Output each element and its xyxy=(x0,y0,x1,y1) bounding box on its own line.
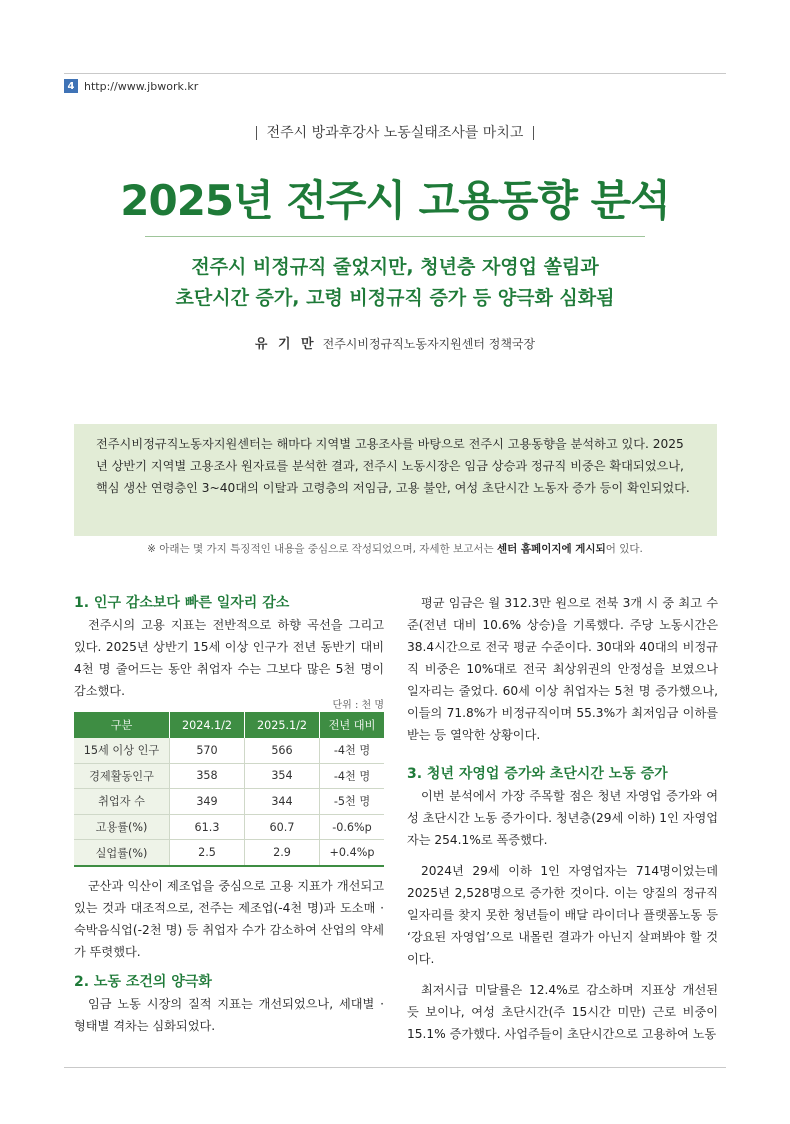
section-1-paragraph-2: 군산과 익산이 제조업을 중심으로 고용 지표가 개선되고 있는 것과 대조적으로, 전주는 제조업(-4천 명)과 도소매 · 숙박음식업(-2천 명) 등 취업자 수가 감소하여 산업의 약세가 뚜렷했다. xyxy=(74,879,384,959)
subtitle-line-2: 초단시간 증가, 고령 비정규직 증가 등 양극화 심화됨 xyxy=(175,287,615,309)
table-header-row xyxy=(74,712,384,738)
author-line xyxy=(0,333,790,352)
section-2-paragraph-2: 평균 임금은 월 312.3만 원으로 전북 3개 시 중 최고 수준(전년 대비 10.6% 상승)을 기록했다. 주당 노동시간은 38.4시간으로 전국 평균 수준이다. 30대와 40대의 비정규직 비중은 10%대로 전국 최상위권의 안정성을 보였으나 일자리는 줄었다. 60세 이상 취업자는 5천 명 증가했으나, 이들의 71.8%가 비정규직이며 55.3%가 최저임금 이하를 받는 등 열악한 상황이다. xyxy=(407,596,718,742)
table-cell: 고용률(%) xyxy=(74,814,170,840)
section-2-intro xyxy=(74,971,384,1037)
table-row xyxy=(74,814,384,840)
table-cell: -0.6%p xyxy=(320,814,385,840)
table-cell: 570 xyxy=(170,738,245,763)
table-header-cell: 2024.1/2 xyxy=(170,712,245,738)
employment-table xyxy=(74,712,384,867)
note-text-bold: 센터 홈페이지에 게시되 xyxy=(496,543,606,555)
section-3-heading: 3. 청년 자영업 증가와 초단시간 노동 증가 xyxy=(407,766,668,782)
note-text-before: ※ 아래는 몇 가지 특징적인 내용을 중심으로 작성되었으며, 자세한 보고서는 xyxy=(147,543,497,555)
section-2-paragraph-1: 임금 노동 시장의 질적 지표는 개선되었으나, 세대별 · 형태별 격차는 심화되었다. xyxy=(74,997,384,1033)
article-title: 2025년 전주시 고용동향 분석 xyxy=(120,176,670,225)
title-rule xyxy=(145,236,645,237)
table-cell: 354 xyxy=(245,763,320,789)
table-unit: 단위 : 천 명 xyxy=(332,700,384,711)
table-cell: 15세 이상 인구 xyxy=(74,738,170,763)
table-cell: -5천 명 xyxy=(320,789,385,815)
author-name: 유 기 만 xyxy=(254,337,317,352)
kicker-bar-right xyxy=(533,126,534,140)
table-cell: 취업자 수 xyxy=(74,789,170,815)
series-kicker xyxy=(0,122,790,142)
footer-rule xyxy=(64,1067,726,1068)
section-1-heading: 1. 인구 감소보다 빠른 일자리 감소 xyxy=(74,595,290,611)
table-row xyxy=(74,840,384,866)
section-1-outro xyxy=(74,875,384,963)
table-header-cell: 구분 xyxy=(74,712,170,738)
table-cell: 61.3 xyxy=(170,814,245,840)
section-3-paragraph-1: 이번 분석에서 가장 주목할 점은 청년 자영업 증가와 여성 초단시간 노동 증가이다. 청년층(29세 이하) 1인 자영업자는 254.1%로 폭증했다. xyxy=(407,789,718,847)
page-header xyxy=(64,79,198,93)
table-row xyxy=(74,789,384,815)
table-cell: 349 xyxy=(170,789,245,815)
header-rule xyxy=(64,73,726,74)
table-header-cell: 전년 대비 xyxy=(320,712,385,738)
table-header-cell: 2025.1/2 xyxy=(245,712,320,738)
site-url[interactable]: http://www.jbwork.kr xyxy=(84,79,199,93)
kicker-bar-left xyxy=(256,126,257,140)
table-cell: 344 xyxy=(245,789,320,815)
table-cell: -4천 명 xyxy=(320,738,385,763)
kicker-text: 전주시 방과후강사 노동실태조사를 마치고 xyxy=(266,125,524,141)
article-subtitle xyxy=(0,252,790,314)
section-2-heading: 2. 노동 조건의 양극화 xyxy=(74,974,212,990)
section-1-intro xyxy=(74,592,384,702)
section-3 xyxy=(407,763,718,1045)
section-2-continued xyxy=(407,592,718,746)
report-note xyxy=(0,541,790,556)
summary-box: 전주시비정규직노동자지원센터는 해마다 지역별 고용조사를 바탕으로 전주시 고용동향을 분석하고 있다. 2025년 상반기 지역별 고용조사 원자료를 분석한 결과, 전주시 노동시장은 임금 상승과 정규직 비중은 확대되었으나, 핵심 생산 연령층인 3~40대의 이탈과 고령층의 저임금, 고용 불안, 여성 초단시간 노동자 증가 등이 확인되었다. xyxy=(74,424,717,536)
table-cell: 경제활동인구 xyxy=(74,763,170,789)
table-cell: +0.4%p xyxy=(320,840,385,866)
table-cell: 566 xyxy=(245,738,320,763)
table-cell: 2.9 xyxy=(245,840,320,866)
table-row xyxy=(74,763,384,789)
table-cell: 358 xyxy=(170,763,245,789)
table-cell: 실업률(%) xyxy=(74,840,170,866)
author-affiliation: 전주시비정규직노동자지원센터 정책국장 xyxy=(322,337,536,351)
note-text-after: 어 있다. xyxy=(605,543,643,555)
table-cell: 2.5 xyxy=(170,840,245,866)
page-number: 4 xyxy=(64,79,78,93)
section-3-paragraph-3: 최저시급 미달률은 12.4%로 감소하며 지표상 개선된 듯 보이나, 여성 초단시간(주 15시간 미만) 근로 비중이 15.1% 증가했다. 사업주들이 초단시간으로 고용하여 노동 xyxy=(407,983,718,1041)
section-3-paragraph-2: 2024년 29세 이하 1인 자영업자는 714명이었는데 2025년 2,528명으로 증가한 것이다. 이는 양질의 정규직 일자리를 찾지 못한 청년들이 배달 라이더나 플랫폼노동 등 ‘강요된 자영업’으로 내몰린 결과가 아닌지 살펴봐야 할 것이다. xyxy=(407,864,718,966)
section-1-paragraph-1: 전주시의 고용 지표는 전반적으로 하향 곡선을 그리고 있다. 2025년 상반기 15세 이상 인구가 전년 동반기 대비 4천 명 줄어드는 동안 취업자 수는 그보다 많은 5천 명이 감소했다. xyxy=(74,618,384,698)
table-row xyxy=(74,738,384,763)
subtitle-line-1: 전주시 비정규직 줄었지만, 청년층 자영업 쏠림과 xyxy=(191,256,599,278)
table-cell: -4천 명 xyxy=(320,763,385,789)
table-cell: 60.7 xyxy=(245,814,320,840)
